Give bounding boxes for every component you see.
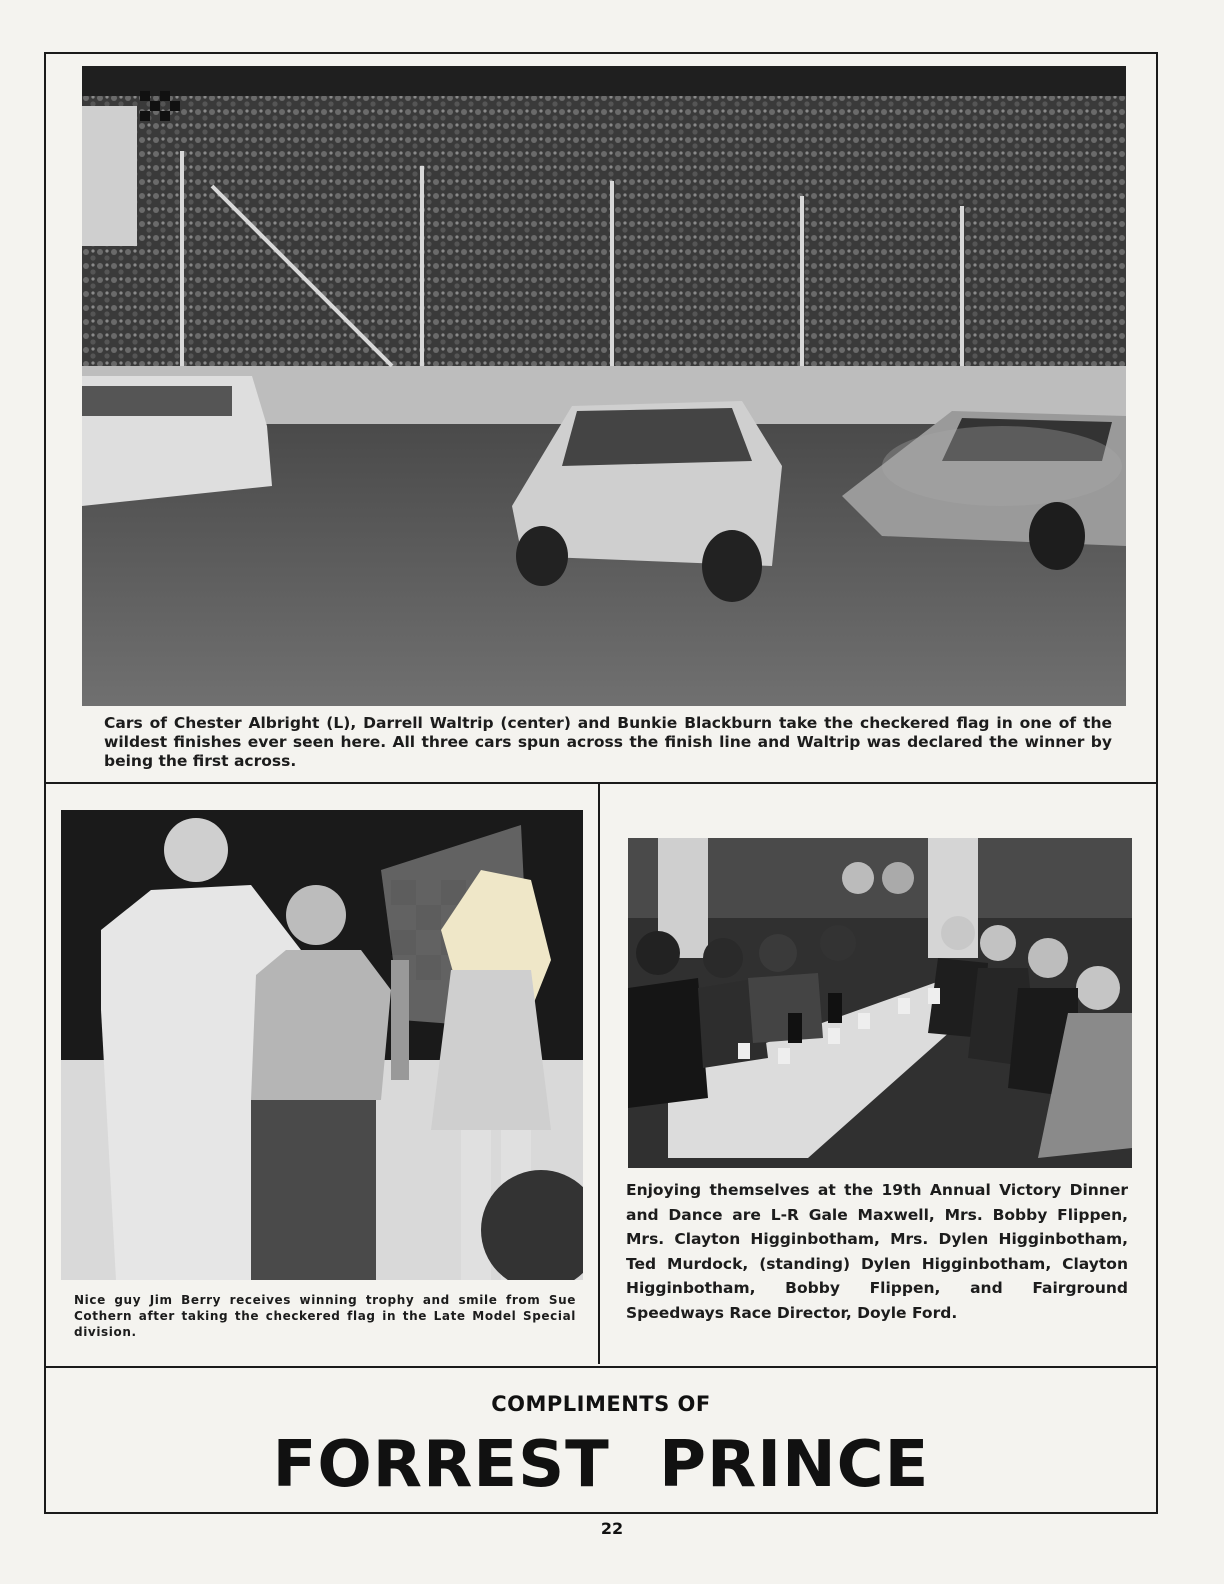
sponsor-name: FORREST PRINCE bbox=[272, 1428, 930, 1502]
race-finish-caption: Cars of Chester Albright (L), Darrell Waltrip (center) and Bunkie Blackburn take the checkered flag in one of the wildest finishes ever seen here. All three cars spun across the finish line and Waltrip was declared the winner by being the first across. bbox=[104, 714, 1112, 770]
victory-dinner-photo bbox=[628, 838, 1132, 1168]
trophy-section bbox=[46, 784, 600, 1364]
page-number: 22 bbox=[600, 1519, 624, 1538]
dinner-section bbox=[600, 784, 1156, 1364]
compliments-text: COMPLIMENTS OF bbox=[491, 1392, 711, 1416]
page-frame bbox=[44, 52, 1158, 1514]
top-section bbox=[46, 54, 1156, 784]
dinner-caption: Enjoying themselves at the 19th Annual Victory Dinner and Dance are L-R Gale Maxwell, Mrs. Bobby Flippen, Mrs. Clayton Higginbotham, Mrs. Dylen Higginbotham, Ted Murdock, (standing) Dylen Higginbotham, Clayton Higginbotham, Bobby Flippen, and Fairground Speedways Race Director, Doyle Ford. bbox=[626, 1181, 1128, 1322]
race-finish-photo bbox=[82, 66, 1126, 706]
trophy-presentation-photo bbox=[61, 810, 583, 1280]
sponsor-ad bbox=[46, 1366, 1156, 1514]
trophy-caption: Nice guy Jim Berry receives winning trophy and smile from Sue Cothern after taking the checkered flag in the Late Model Special division. bbox=[74, 1293, 576, 1339]
